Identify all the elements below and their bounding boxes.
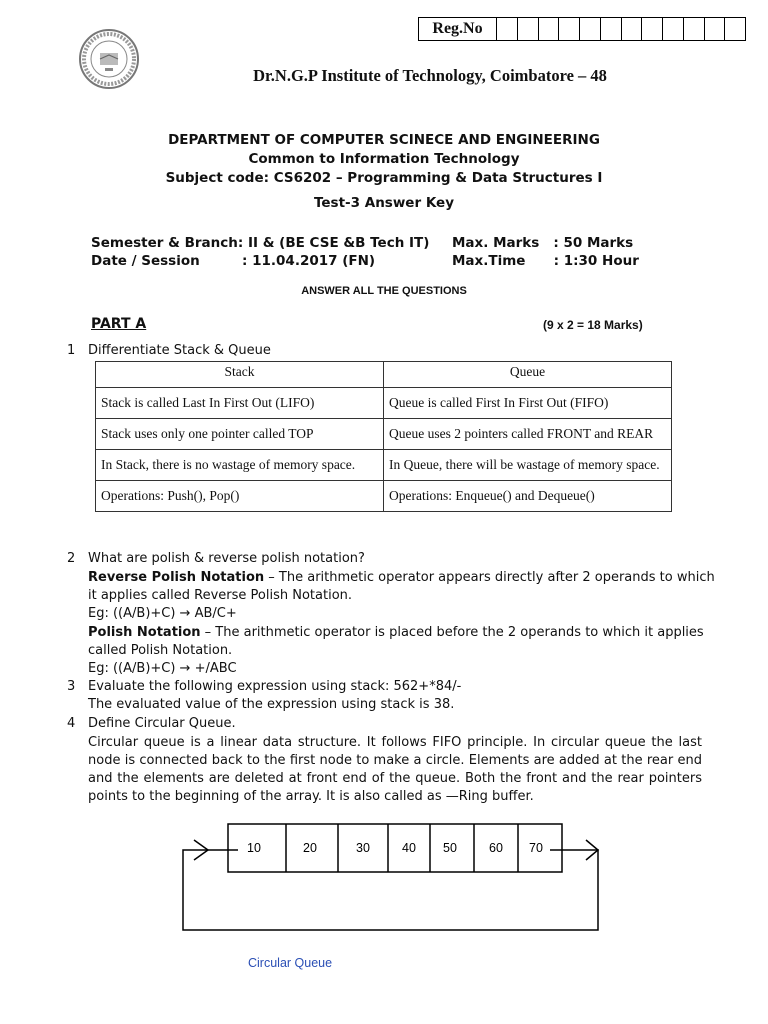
common-to: Common to Information Technology: [248, 151, 520, 167]
reg-no-cell: [725, 18, 745, 40]
reg-no-cell: [622, 18, 643, 40]
question-text: Differentiate Stack & Queue: [88, 343, 271, 358]
answer-line: Circular queue is a linear data structure. It follows FIFO principle. In circular queue the last: [88, 735, 702, 750]
table-header-row: [96, 362, 672, 388]
rpn-example: Eg: ((A/B)+C) → AB/C+: [88, 606, 237, 621]
table-cell: Stack is called Last In First Out (LIFO): [96, 388, 384, 419]
table-cell: Operations: Push(), Pop(): [96, 481, 384, 512]
table-cell: Queue uses 2 pointers called FRONT and REAR: [384, 419, 672, 450]
max-marks: Max. Marks : 50 Marks: [452, 235, 634, 251]
reg-no-cell: [601, 18, 622, 40]
wrap-around-arrow-line: [183, 850, 598, 930]
max-time: Max.Time : 1:30 Hour: [452, 253, 639, 269]
date-session: Date / Session : 11.04.2017 (FN): [91, 253, 376, 269]
reg-no-box: [418, 17, 746, 41]
pn-definition: [88, 625, 702, 640]
reg-no-cell: [684, 18, 705, 40]
queue-cell-value: 60: [489, 841, 503, 855]
reg-no-cell: [559, 18, 580, 40]
circular-queue-diagram: [180, 820, 610, 940]
pn-term: Polish Notation: [88, 625, 201, 640]
queue-cell-value: 40: [402, 841, 416, 855]
diagram-caption: Circular Queue: [248, 956, 333, 970]
rpn-definition: [88, 570, 715, 585]
question-text: Evaluate the following expression using stack: 562+*84/-: [88, 679, 462, 694]
reg-no-cell: [642, 18, 663, 40]
pn-text-cont: called Polish Notation.: [88, 643, 233, 658]
instructions: ANSWER ALL THE QUESTIONS: [301, 285, 467, 297]
pn-example: Eg: ((A/B)+C) → +/ABC: [88, 661, 237, 676]
reg-no-cell: [539, 18, 560, 40]
department-title: DEPARTMENT OF COMPUTER SCINECE AND ENGINEERING: [168, 132, 600, 148]
table-cell: Stack uses only one pointer called TOP: [96, 419, 384, 450]
question-number: 2: [67, 551, 76, 566]
reg-no-cell: [497, 18, 518, 40]
stack-queue-table: [95, 361, 672, 512]
answer-line: node is connected back to the first node to make a circle. Elements are added at the rear end: [88, 753, 702, 768]
table-row: [96, 481, 672, 512]
queue-cell-value: 70: [529, 841, 543, 855]
table-header: Queue: [384, 362, 672, 388]
reg-no-cell: [663, 18, 684, 40]
subject-code: Subject code: CS6202 – Programming & Data Structures I: [165, 170, 603, 186]
answer-line: and the elements are deleted at front end of the queue. Both the front and the rear pointers: [88, 771, 702, 786]
part-marks: (9 x 2 = 18 Marks): [543, 318, 643, 332]
queue-cell-value: 20: [303, 841, 317, 855]
reg-no-cell: [705, 18, 726, 40]
reg-no-cell: [518, 18, 539, 40]
semester-branch: Semester & Branch: II & (BE CSE &B Tech IT): [91, 235, 430, 251]
question-number: 3: [67, 679, 76, 694]
table-row: [96, 419, 672, 450]
institute-seal-icon: [78, 28, 140, 90]
table-cell: In Stack, there is no wastage of memory space.: [96, 450, 384, 481]
institute-name: Dr.N.G.P Institute of Technology, Coimbatore – 48: [253, 66, 607, 85]
table-cell: Queue is called First In First Out (FIFO): [384, 388, 672, 419]
pn-text: – The arithmetic operator is placed before the 2 operands to which it applies: [200, 625, 704, 640]
reg-no-cell: [580, 18, 601, 40]
table-row: [96, 388, 672, 419]
table-header: Stack: [96, 362, 384, 388]
queue-cell-value: 10: [247, 841, 261, 855]
test-title: Test-3 Answer Key: [313, 195, 455, 211]
table-row: [96, 450, 672, 481]
reg-no-label: Reg.No: [419, 18, 497, 40]
question-text: Define Circular Queue.: [88, 716, 236, 731]
table-cell: Operations: Enqueue() and Dequeue(): [384, 481, 672, 512]
question-number: 1: [67, 343, 76, 358]
table-cell: In Queue, there will be wastage of memory space.: [384, 450, 672, 481]
queue-cell-value: 50: [443, 841, 457, 855]
rpn-text: – The arithmetic operator appears directly after 2 operands to which: [264, 570, 715, 585]
question-text: What are polish & reverse polish notation?: [88, 551, 365, 566]
queue-cell-value: 30: [356, 841, 370, 855]
rpn-text-cont: it applies called Reverse Polish Notation.: [88, 588, 353, 603]
question-number: 4: [67, 716, 76, 731]
answer-line: points to the beginning of the array. It is also called as —Ring buffer.: [88, 789, 534, 804]
rpn-term: Reverse Polish Notation: [88, 570, 265, 585]
answer-text: The evaluated value of the expression using stack is 38.: [88, 697, 455, 712]
queue-frame: [228, 824, 562, 872]
part-title: PART A: [91, 316, 147, 332]
